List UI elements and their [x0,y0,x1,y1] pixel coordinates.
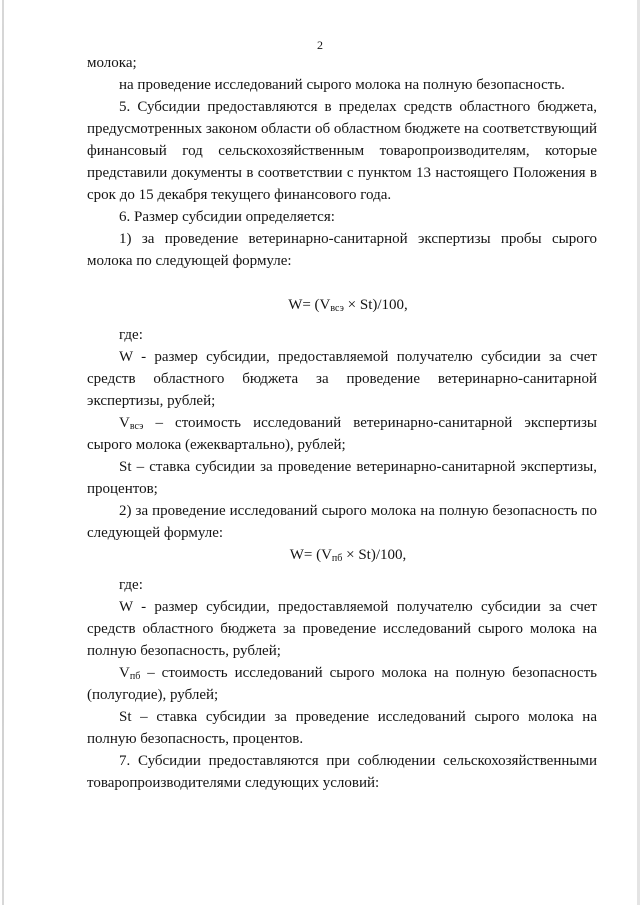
definition-st: St – ставка субсидии за проведение ветеринарно-санитарной экспертизы, процентов; [87,459,597,497]
paragraph: молока; [87,55,137,71]
definition-v-pb [87,662,597,706]
paragraph-item-6: 6. Размер субсидии определяется: [119,209,335,225]
paragraph-where: где: [119,327,143,343]
paragraph-item-5: 5. Субсидии предоставляются в пределах средств областного бюджета, предусмотренных законом области об областном бюджете на соответствующий финансовый год сельскохозяйственным товаропроизводителям, которые представили документы в соответствии с пунктом 13 настоящего Положения в срок до 15 декабря текущего финансового года. [87,99,597,203]
symbol-subscript: всэ [129,421,144,432]
formula-text: W= (V [289,547,332,563]
definition-v-vse [87,412,597,456]
formula-pb [87,544,597,566]
paragraph: на проведение исследований сырого молока на полную безопасность. [119,77,565,93]
formula-text: × St)/100, [342,547,407,563]
definition-w: W - размер субсидии, предоставляемой получателю субсидии за счет средств областного бюджета за проведение ветеринарно-санитарной экспертизы, рублей; [87,349,597,409]
symbol: V [119,665,130,681]
definition-text: – стоимость исследований ветеринарно-санитарной экспертизы сырого молока (ежеквартально), рублей; [87,415,597,453]
document-body [87,52,597,794]
formula-text: W= (V [288,297,331,313]
paragraph-subitem-2: 2) за проведение исследований сырого молока на полную безопасность по следующей формуле: [87,503,597,541]
definition-w: W - размер субсидии, предоставляемой получателю субсидии за счет средств областного бюджета за проведение исследований сырого молока на полную безопасность, рублей; [87,599,597,659]
formula-text: × St)/100, [343,297,408,313]
formula-subscript: пб [331,553,343,564]
paragraph-subitem-1: 1) за проведение ветеринарно-санитарной экспертизы пробы сырого молока по следующей формуле: [87,231,597,269]
page-number: 2 [317,38,323,52]
definition-st: St – ставка субсидии за проведение исследований сырого молока на полную безопасность, процентов. [87,709,597,747]
paragraph-where: где: [119,577,143,593]
scan-edge-left [2,0,4,905]
symbol-subscript: пб [129,671,141,682]
paragraph-item-7: 7. Субсидии предоставляются при соблюдении сельскохозяйственными товаропроизводителями следующих условий: [87,753,597,791]
formula-subscript: всэ [330,303,344,314]
formula-vse [87,294,597,316]
definition-text: – стоимость исследований сырого молока на полную безопасность (полугодие), рублей; [87,665,597,703]
symbol: V [119,415,130,431]
